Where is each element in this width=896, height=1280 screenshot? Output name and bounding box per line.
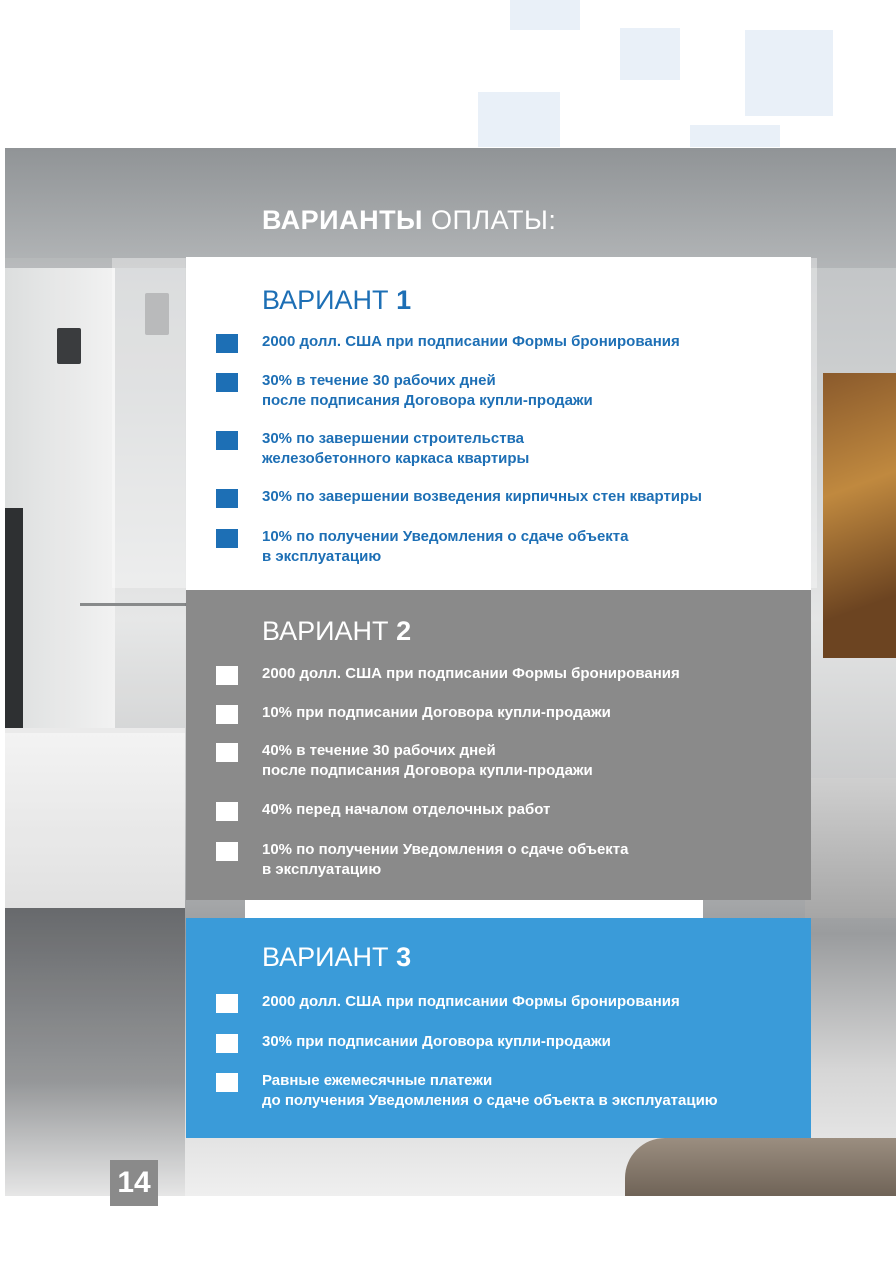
decorative-square (690, 125, 780, 147)
list-item-text: 40% перед началом отделочных работ (262, 801, 551, 818)
list-item-text: 30% в течение 30 рабочих дней после подписания Договора купли-продажи (262, 372, 593, 409)
list-item-text: Равные ежемесячные платежи до получения Уведомления о сдаче объекта в эксплуатацию (262, 1072, 718, 1109)
option-title (262, 616, 411, 647)
square-bullet (216, 802, 238, 821)
square-bullet (216, 842, 238, 861)
square-bullet (216, 666, 238, 685)
decorative-square (745, 30, 833, 116)
list-item-text: 2000 долл. США при подписании Формы бронирования (262, 333, 680, 350)
payment-option-3 (186, 918, 811, 1138)
decorative-square (510, 0, 580, 30)
payment-option-2 (186, 590, 811, 900)
page-number: 14 (110, 1160, 158, 1206)
square-bullet (216, 705, 238, 724)
list-item-text: 30% при подписании Договора купли-продажи (262, 1033, 611, 1050)
list-item-text: 30% по завершении строительства железобетонного каркаса квартиры (262, 430, 530, 467)
square-bullet (216, 334, 238, 353)
option-title-number: 1 (396, 285, 412, 315)
page-title-regular: ОПЛАТЫ: (431, 205, 557, 235)
list-item-text: 10% при подписании Договора купли-продажи (262, 704, 611, 721)
option-title (262, 942, 411, 973)
page-title-bold: ВАРИАНТЫ (262, 205, 423, 235)
option-title (262, 285, 411, 316)
list-item-text: 2000 долл. США при подписании Формы бронирования (262, 665, 680, 682)
list-item-text: 40% в течение 30 рабочих дней после подписания Договора купли-продажи (262, 742, 593, 779)
payment-option-1 (186, 257, 811, 590)
square-bullet (216, 994, 238, 1013)
square-bullet (216, 431, 238, 450)
list-item-text: 10% по получении Уведомления о сдаче объекта в эксплуатацию (262, 528, 629, 565)
separator-strip (245, 900, 703, 920)
option-title-number: 3 (396, 942, 412, 972)
page-title (262, 205, 556, 236)
decorative-square (620, 28, 680, 80)
option-title-number: 2 (396, 616, 412, 646)
list-item-text: 10% по получении Уведомления о сдаче объекта в эксплуатацию (262, 841, 629, 878)
square-bullet (216, 529, 238, 548)
decorative-square (478, 92, 560, 147)
square-bullet (216, 373, 238, 392)
option-title-word: ВАРИАНТ (262, 942, 389, 972)
square-bullet (216, 1034, 238, 1053)
list-item-text: 30% по завершении возведения кирпичных стен квартиры (262, 488, 702, 505)
square-bullet (216, 489, 238, 508)
square-bullet (216, 1073, 238, 1092)
square-bullet (216, 743, 238, 762)
list-item-text: 2000 долл. США при подписании Формы бронирования (262, 993, 680, 1010)
option-title-word: ВАРИАНТ (262, 616, 389, 646)
option-title-word: ВАРИАНТ (262, 285, 389, 315)
